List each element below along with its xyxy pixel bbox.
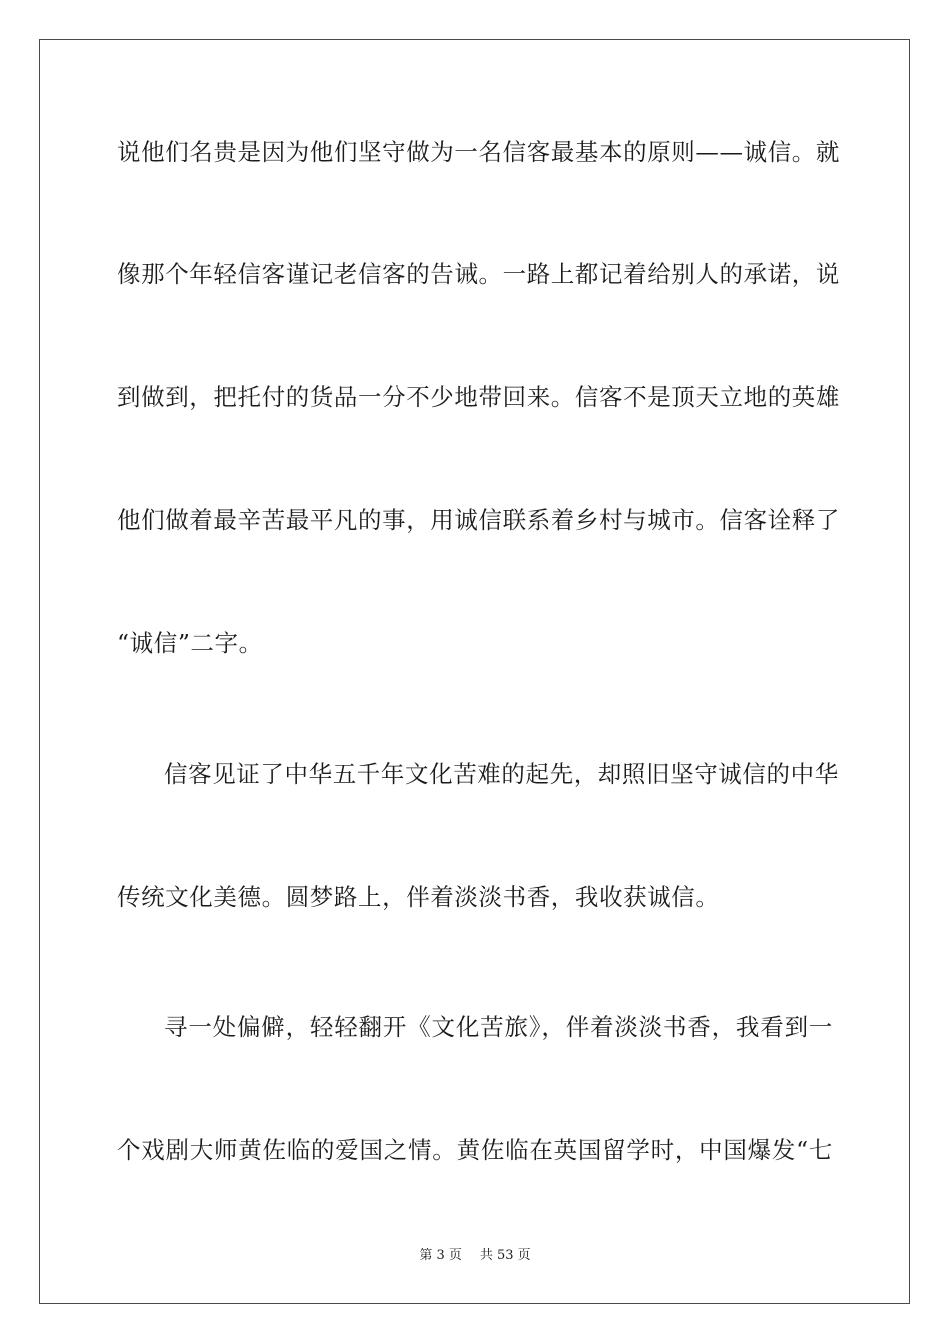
page-total: 共 53 页 (479, 1248, 531, 1263)
paragraph-line-3: 到做到，把托付的货品一分不少地带回来。信客不是顶天立地的英雄 (117, 383, 840, 411)
page-border (39, 39, 910, 1304)
paragraph-line-1: 说他们名贵是因为他们坚守做为一名信客最基本的原则——诚信。就 (117, 138, 840, 166)
page-number: 第 3 页 (419, 1248, 462, 1263)
paragraph-line-7: 传统文化美德。圆梦路上，伴着淡淡书香，我收获诚信。 (117, 883, 720, 911)
page-footer (0, 1247, 950, 1265)
paragraph-line-4: 他们做着最辛苦最平凡的事，用诚信联系着乡村与城市。信客诠释了 (117, 506, 840, 534)
paragraph-line-6: 信客见证了中华五千年文化苦难的起先，却照旧坚守诚信的中华 (164, 760, 839, 788)
paragraph-line-9: 个戏剧大师黄佐临的爱国之情。黄佐临在英国留学时，中国爆发“七 (117, 1136, 833, 1164)
paragraph-line-5: “诚信”二字。 (117, 629, 263, 657)
paragraph-line-8: 寻一处偏僻，轻轻翻开《文化苦旅》，伴着淡淡书香，我看到一 (164, 1013, 833, 1041)
paragraph-line-2: 像那个年轻信客谨记老信客的告诫。一路上都记着给别人的承诺，说 (117, 260, 840, 288)
